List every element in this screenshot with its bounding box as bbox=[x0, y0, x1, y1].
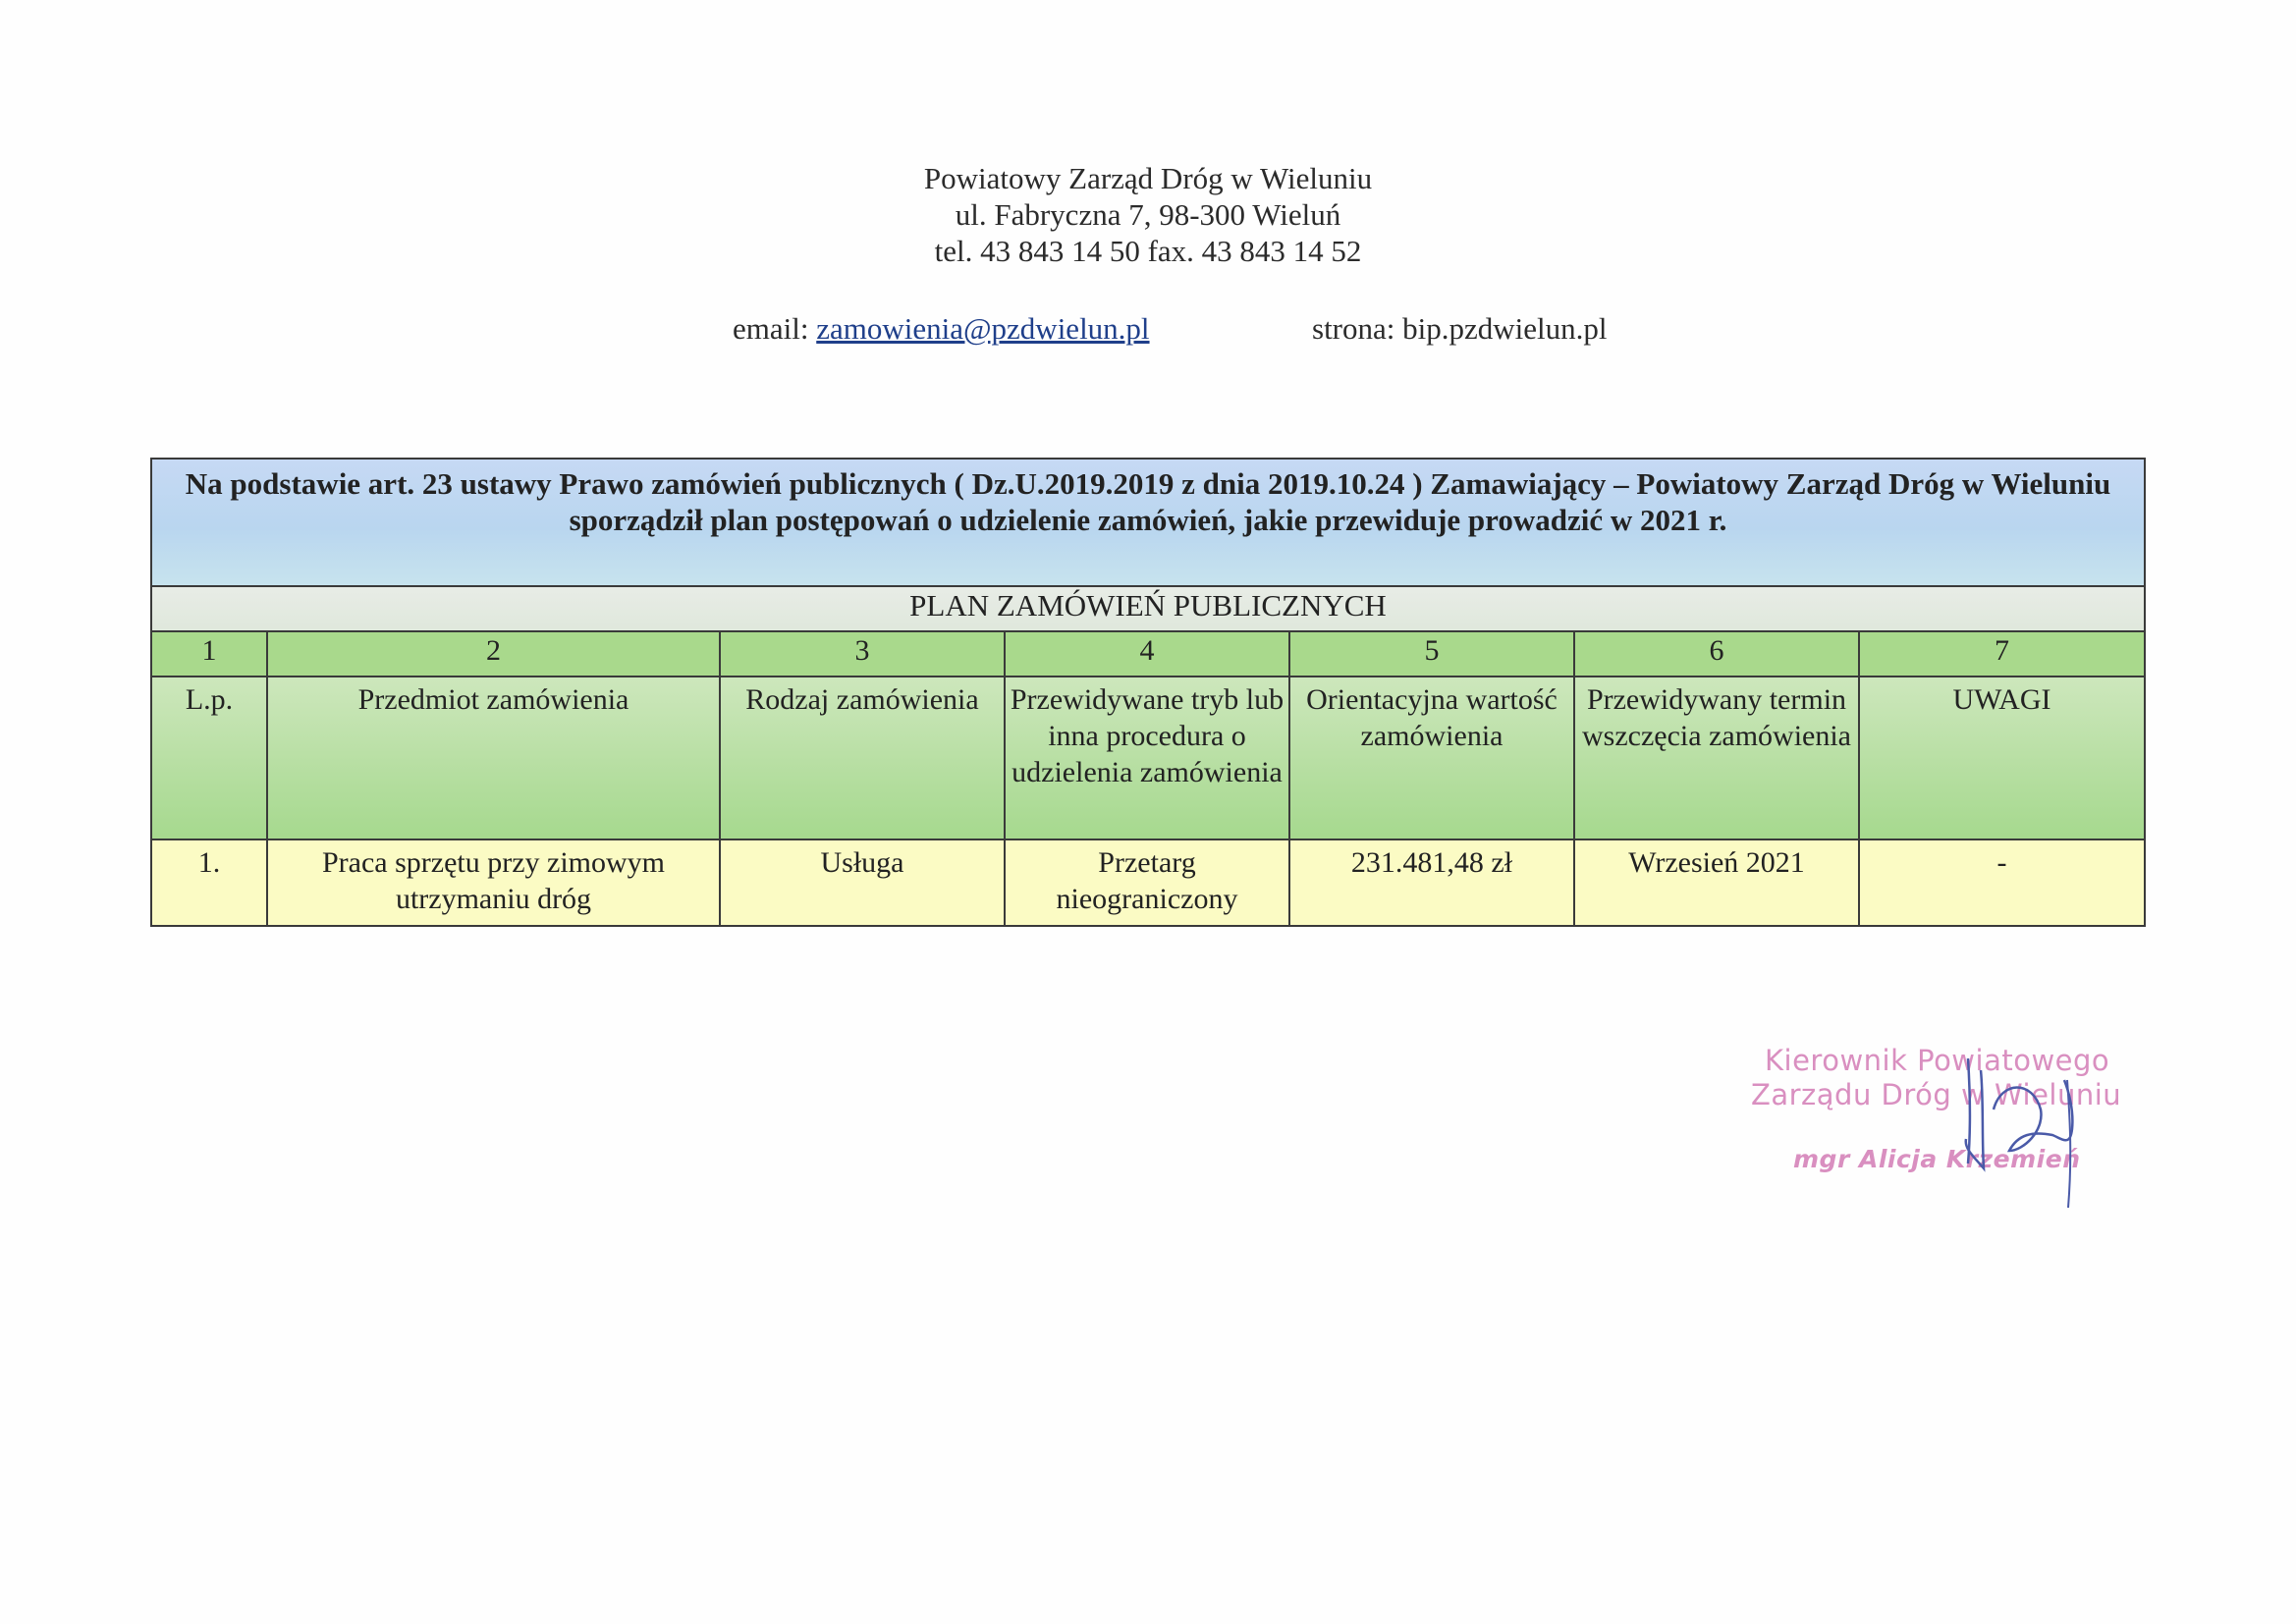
email-line bbox=[733, 310, 1150, 347]
website-address: bip.pzdwielun.pl bbox=[1402, 311, 1608, 346]
organization-address: ul. Fabryczna 7, 98-300 Wieluń bbox=[955, 197, 1341, 232]
legal-basis-statement: Na podstawie art. 23 ustawy Prawo zamówień publicznych ( Dz.U.2019.2019 z dnia 2019.10.24 ) Zamawiający – Powiatowy Zarząd Dróg w Wieluniu sporządził plan postępowań o udzielenie zamówień, jakie przewiduje prowadzić w 2021 r. bbox=[151, 459, 2145, 586]
header-notes: UWAGI bbox=[1859, 677, 2145, 839]
column-number: 5 bbox=[1289, 631, 1574, 677]
header-procedure: Przewidywane tryb lub inna procedura o udzielenia zamówienia bbox=[1005, 677, 1289, 839]
handwritten-signature bbox=[1925, 1041, 2092, 1218]
column-number: 3 bbox=[720, 631, 1005, 677]
column-number: 2 bbox=[267, 631, 720, 677]
header-lp: L.p. bbox=[151, 677, 267, 839]
procurement-plan-table bbox=[150, 458, 2146, 927]
column-number-row bbox=[151, 631, 2145, 677]
table-row bbox=[151, 839, 2145, 926]
cell-lp: 1. bbox=[151, 839, 267, 926]
website-label: strona: bbox=[1312, 311, 1403, 346]
organization-name: Powiatowy Zarząd Dróg w Wieluniu bbox=[923, 161, 1373, 195]
website-line bbox=[1312, 310, 1607, 347]
header-value: Orientacyjna wartość zamówienia bbox=[1289, 677, 1574, 839]
header-row bbox=[151, 677, 2145, 839]
column-number: 6 bbox=[1574, 631, 1859, 677]
cell-procedure: Przetarg nieograniczony bbox=[1005, 839, 1289, 926]
cell-notes: - bbox=[1859, 839, 2145, 926]
stamp-signatory-name: mgr Alicja Krzemień bbox=[1793, 1145, 2081, 1173]
header-type: Rodzaj zamówienia bbox=[720, 677, 1005, 839]
cell-start-date: Wrzesień 2021 bbox=[1574, 839, 1859, 926]
column-number: 1 bbox=[151, 631, 267, 677]
email-label: email: bbox=[733, 311, 817, 346]
email-link[interactable]: zamowienia@pzdwielun.pl bbox=[816, 311, 1150, 346]
header-subject: Przedmiot zamówienia bbox=[267, 677, 720, 839]
cell-type: Usługa bbox=[720, 839, 1005, 926]
header-start-date: Przewidywany termin wszczęcia zamówienia bbox=[1574, 677, 1859, 839]
cell-subject: Praca sprzętu przy zimowym utrzymaniu dróg bbox=[267, 839, 720, 926]
column-number: 7 bbox=[1859, 631, 2145, 677]
plan-title: PLAN ZAMÓWIEŃ PUBLICZNYCH bbox=[151, 586, 2145, 631]
stamp-title-line-2: Zarządu Dróg w Wieluniu bbox=[1751, 1078, 2122, 1111]
stamp-title-line-1: Kierownik Powiatowego bbox=[1765, 1044, 2110, 1077]
organization-phone: tel. 43 843 14 50 fax. 43 843 14 52 bbox=[934, 234, 1362, 268]
cell-value: 231.481,48 zł bbox=[1289, 839, 1574, 926]
column-number: 4 bbox=[1005, 631, 1289, 677]
